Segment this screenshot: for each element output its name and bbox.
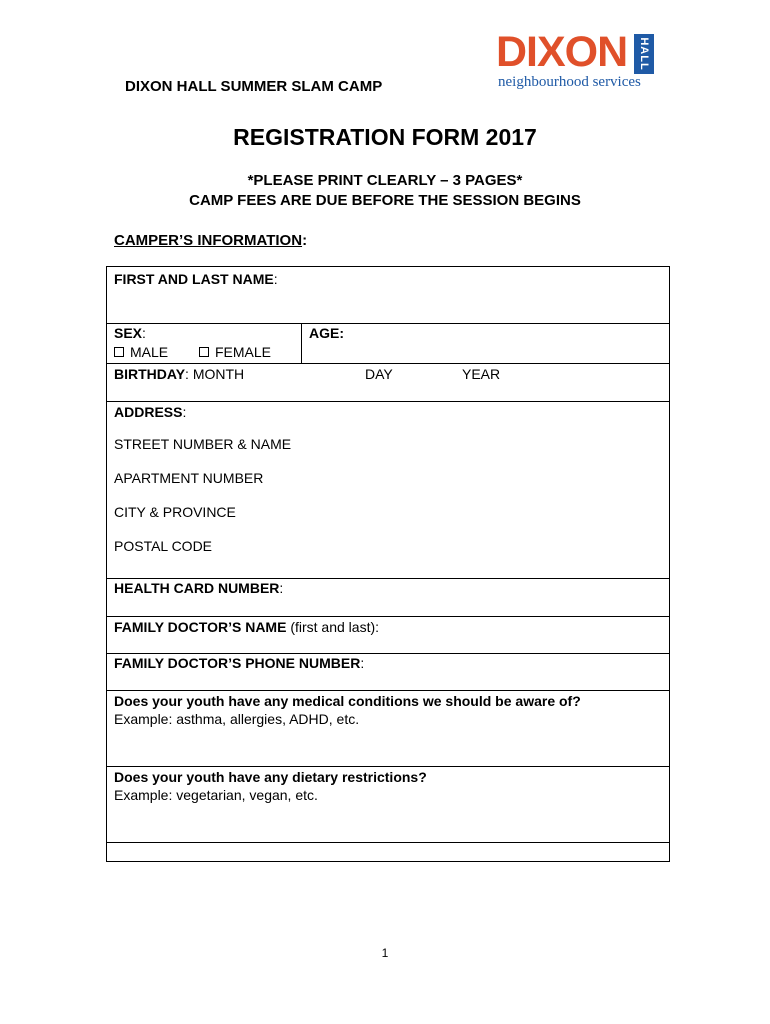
camper-info-table bbox=[106, 266, 670, 862]
birthday-month-label: MONTH bbox=[188, 366, 245, 382]
divider bbox=[107, 653, 669, 654]
city-province-field[interactable]: CITY & PROVINCE bbox=[114, 504, 236, 520]
dietary-example: Example: vegetarian, vegan, etc. bbox=[114, 787, 318, 803]
logo-hall-text: HALL bbox=[638, 37, 650, 71]
logo-dixon-text: DIXON bbox=[496, 28, 628, 76]
print-clearly-note: *PLEASE PRINT CLEARLY – 3 PAGES* bbox=[247, 172, 523, 189]
birthday-day-field[interactable]: DAY bbox=[365, 366, 393, 382]
sex-male-option[interactable] bbox=[114, 344, 168, 360]
camp-title: DIXON HALL SUMMER SLAM CAMP bbox=[125, 78, 383, 95]
section-heading-colon: : bbox=[302, 232, 308, 249]
divider bbox=[107, 363, 669, 364]
birthday-month-field[interactable] bbox=[114, 366, 244, 382]
divider bbox=[107, 842, 669, 843]
logo-hall-badge bbox=[634, 34, 654, 74]
birthday-colon: : bbox=[185, 366, 189, 382]
logo-subtitle: neighbourhood services bbox=[498, 74, 641, 90]
address-label: ADDRESS bbox=[114, 404, 183, 420]
name-field[interactable] bbox=[114, 271, 278, 287]
divider bbox=[107, 690, 669, 691]
doctor-phone-label: FAMILY DOCTOR’S PHONE NUMBER bbox=[114, 655, 361, 671]
male-checkbox[interactable] bbox=[114, 347, 124, 357]
sex-label: SEX bbox=[114, 325, 143, 341]
section-heading bbox=[114, 232, 307, 249]
divider bbox=[107, 766, 669, 767]
age-field[interactable]: AGE: bbox=[309, 325, 344, 341]
divider bbox=[301, 323, 302, 363]
divider bbox=[107, 578, 669, 579]
page-number: 1 bbox=[381, 946, 389, 960]
divider bbox=[107, 401, 669, 402]
birthday-label: BIRTHDAY bbox=[114, 366, 186, 382]
camp-fees-note: CAMP FEES ARE DUE BEFORE THE SESSION BEGINS bbox=[189, 192, 581, 209]
name-label: FIRST AND LAST NAME bbox=[114, 271, 274, 287]
name-colon: : bbox=[273, 271, 278, 287]
sex-female-option[interactable] bbox=[199, 344, 271, 360]
section-heading-text: CAMPER’S INFORMATION bbox=[114, 232, 303, 249]
health-card-field[interactable] bbox=[114, 580, 283, 596]
apartment-field[interactable]: APARTMENT NUMBER bbox=[114, 470, 264, 486]
doctor-phone-colon: : bbox=[360, 655, 365, 671]
doctor-name-note: (first and last): bbox=[286, 619, 380, 635]
birthday-year-field[interactable]: YEAR bbox=[462, 366, 501, 382]
medical-example: Example: asthma, allergies, ADHD, etc. bbox=[114, 711, 360, 727]
doctor-name-label: FAMILY DOCTOR’S NAME bbox=[114, 619, 287, 635]
sex-colon: : bbox=[142, 325, 146, 341]
doctor-name-field[interactable] bbox=[114, 619, 379, 635]
male-label: MALE bbox=[130, 344, 169, 360]
female-checkbox[interactable] bbox=[199, 347, 209, 357]
female-label: FEMALE bbox=[215, 344, 272, 360]
health-card-label: HEALTH CARD NUMBER bbox=[114, 580, 280, 596]
divider bbox=[107, 323, 669, 324]
doctor-phone-field[interactable] bbox=[114, 655, 364, 671]
address-colon: : bbox=[182, 404, 187, 420]
divider bbox=[107, 616, 669, 617]
postal-code-field[interactable]: POSTAL CODE bbox=[114, 538, 213, 554]
health-card-colon: : bbox=[279, 580, 284, 596]
sex-label-cell bbox=[114, 325, 146, 341]
dietary-question: Does your youth have any dietary restrictions? bbox=[114, 769, 427, 785]
form-title: REGISTRATION FORM 2017 bbox=[233, 124, 537, 150]
medical-question: Does your youth have any medical conditions we should be aware of? bbox=[114, 693, 581, 709]
address-label-cell bbox=[114, 404, 186, 420]
dixon-hall-logo bbox=[496, 30, 662, 94]
street-field[interactable]: STREET NUMBER & NAME bbox=[114, 436, 292, 452]
